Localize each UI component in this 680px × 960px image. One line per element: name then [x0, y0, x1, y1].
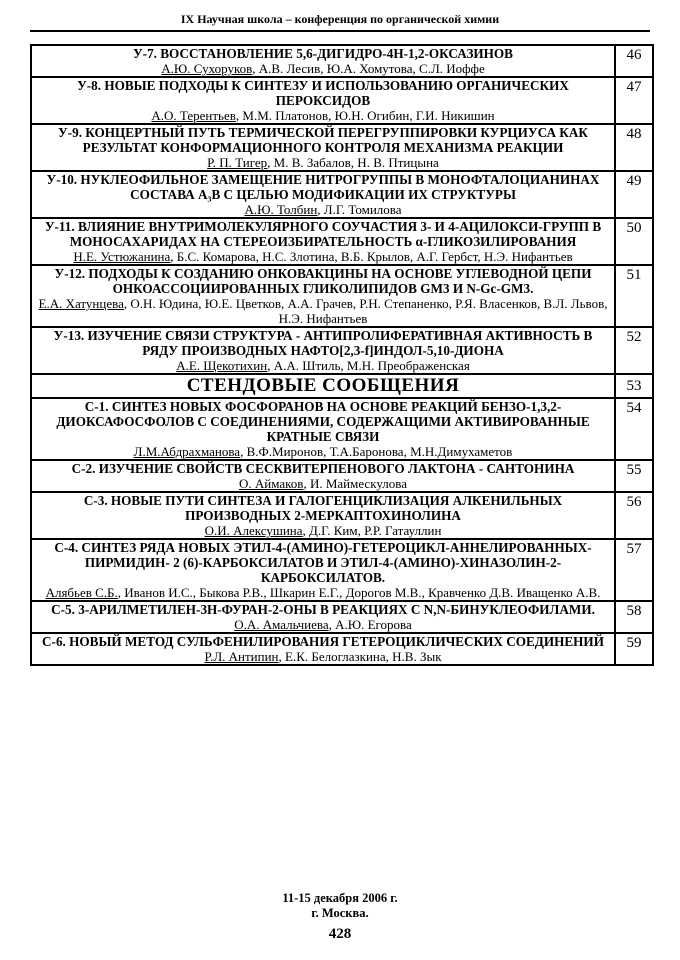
presenting-author: Н.Е. Устюжанина	[73, 249, 171, 264]
page-number-cell: 48	[615, 124, 653, 171]
co-authors: , Иванов И.С., Быкова Р.В., Шкарин Е.Г., Дорогов М.В., Кравченко Д.В. Иващенко А.В.	[117, 585, 601, 600]
page-number-cell: 46	[615, 45, 653, 77]
page-number-cell: 47	[615, 77, 653, 124]
co-authors: , А.А. Штиль, М.Н. Преображенская	[267, 358, 470, 373]
co-authors: , В.Ф.Миронов, Т.А.Баронова, М.Н.Димухаметов	[240, 444, 513, 459]
co-authors: , А.Ю. Егорова	[328, 617, 412, 632]
contents-table	[30, 44, 654, 666]
presenting-author: Е.А. Хатунцева	[38, 296, 124, 311]
presenting-author: А.Е. Щекотихин	[176, 358, 268, 373]
entry-cell	[31, 327, 615, 374]
entry-authors	[35, 585, 611, 600]
entry-cell	[31, 77, 615, 124]
page-number-cell: 53	[615, 374, 653, 398]
presenting-author: Л.М.Абдрахманова	[133, 444, 241, 459]
entry-cell	[31, 460, 615, 492]
entry-title: У-13. ИЗУЧЕНИЕ СВЯЗИ СТРУКТУРА - АНТИПРОЛИФЕРАТИВНАЯ АКТИВНОСТЬ В РЯДУ ПРОИЗВОДНЫХ НАФТО[2,3-f]ИНДОЛ-5,10-ДИОНА	[53, 328, 593, 358]
entry-title: У-9. КОНЦЕРТНЫЙ ПУТЬ ТЕРМИЧЕСКОЙ ПЕРЕГРУППИРОВКИ КУРЦИУСА КАК РЕЗУЛЬТАТ КОНФОРМАЦИОННОГО КОНТРОЛЯ МЕХАНИЗМА РЕАКЦИИ	[58, 125, 588, 155]
entry-title: У-12. ПОДХОДЫ К СОЗДАНИЮ ОНКОВАКЦИНЫ НА ОСНОВЕ УГЛЕВОДНОЙ ЦЕПИ ОНКОАССОЦИИРОВАННЫХ ГЛИКОЛИПИДОВ GM3 И N-Gc-GM3.	[54, 266, 592, 296]
contents-row	[31, 398, 653, 460]
entry-title: С-2. ИЗУЧЕНИЕ СВОЙСТВ СЕСКВИТЕРПЕНОВОГО ЛАКТОНА - САНТОНИНА	[71, 461, 575, 476]
contents-row	[31, 45, 653, 77]
page-number-cell: 50	[615, 218, 653, 265]
contents-row	[31, 492, 653, 539]
contents-row	[31, 171, 653, 218]
co-authors: , М.М. Платонов, Ю.Н. Огибин, Г.И. Никишин	[235, 108, 495, 123]
presenting-author: О.А. Амальчиева	[234, 617, 329, 632]
entry-authors	[35, 155, 611, 170]
contents-row	[31, 327, 653, 374]
entry-authors	[35, 249, 611, 264]
entry-cell	[31, 492, 615, 539]
entry-cell	[31, 171, 615, 218]
page-number-cell: 57	[615, 539, 653, 601]
presenting-author: А.О. Терентьев	[151, 108, 236, 123]
presenting-author: Р.Л. Антипин	[204, 649, 279, 664]
entry-title: У-11. ВЛИЯНИЕ ВНУТРИМОЛЕКУЛЯРНОГО СОУЧАСТИЯ 3- И 4-АЦИЛОКСИ-ГРУПП В МОНОСАХАРИДАХ НА СТЕРЕОИЗБИРАТЕЛЬНОСТЬ α-ГЛИКОЗИЛИРОВАНИЯ	[44, 219, 602, 249]
contents-row	[31, 460, 653, 492]
entry-title: С-5. 3-АРИЛМЕТИЛЕН-3Н-ФУРАН-2-ОНЫ В РЕАКЦИЯХ С N,N-БИНУКЛЕОФИЛАМИ.	[51, 602, 595, 617]
entry-cell	[31, 398, 615, 460]
entry-cell	[31, 539, 615, 601]
page-number-cell: 58	[615, 601, 653, 633]
page-number-cell: 49	[615, 171, 653, 218]
entry-cell	[31, 45, 615, 77]
contents-row	[31, 601, 653, 633]
entry-title: У-7. ВОССТАНОВЛЕНИЕ 5,6-ДИГИДРО-4Н-1,2-ОКСАЗИНОВ	[133, 46, 513, 61]
entry-cell	[31, 218, 615, 265]
entry-authors	[35, 476, 611, 491]
entry-title: С-1. СИНТЕЗ НОВЫХ ФОСФОРАНОВ НА ОСНОВЕ РЕАКЦИЙ БЕНЗО-1,3,2-ДИОКСАФОСФОЛОВ С СОЕДИНЕНИЯМИ, СОДЕРЖАЩИМИ АКТИВИРОВАННЫЕ КРАТНЫЕ СВЯЗИ	[56, 399, 590, 444]
co-authors: , Б.С. Комарова, Н.С. Злотина, В.Б. Крылов, А.Г. Гербст, Н.Э. Нифантьев	[170, 249, 573, 264]
running-header: IX Научная школа – конференция по органической химии	[180, 12, 500, 26]
conference-city: г. Москва.	[311, 906, 369, 920]
co-authors: , Д.Г. Ким, Р.Р. Гатауллин	[302, 523, 442, 538]
page-number-cell: 51	[615, 265, 653, 327]
presenting-author: А.Ю. Сухоруков	[161, 61, 253, 76]
page-number-cell: 54	[615, 398, 653, 460]
entry-cell	[31, 124, 615, 171]
entry-title: С-3. НОВЫЕ ПУТИ СИНТЕЗА И ГАЛОГЕНЦИКЛИЗАЦИЯ АЛКЕНИЛЬНЫХ ПРОИЗВОДНЫХ 2-МЕРКАПТОХИНОЛИНА	[83, 493, 563, 523]
presenting-author: О. Аймаков	[239, 476, 304, 491]
page-number-cell: 56	[615, 492, 653, 539]
entry-authors	[35, 61, 611, 76]
presenting-author: Алябьев С.Б.	[45, 585, 118, 600]
contents-row	[31, 124, 653, 171]
entry-authors	[35, 296, 611, 326]
entry-authors	[35, 108, 611, 123]
entry-authors	[35, 649, 611, 664]
entry-authors	[35, 523, 611, 538]
presenting-author: А.Ю. Толбин	[244, 202, 318, 217]
entry-authors	[35, 617, 611, 632]
page-number: 428	[328, 926, 352, 942]
entry-title: С-4. СИНТЕЗ РЯДА НОВЫХ ЭТИЛ-4-(АМИНО)-ГЕТЕРОЦИКЛ-АННЕЛИРОВАННЫХ-ПИРМИДИН- 2 (6)-КАРБОКСИЛАТОВ И ЭТИЛ-4-(АМИНО)-ХИНАЗОЛИН-2-КАРБОКСИЛАТОВ.	[54, 540, 592, 585]
co-authors: , М. В. Забалов, Н. В. Птицына	[267, 155, 439, 170]
header-rule	[30, 30, 650, 32]
co-authors: , И. Маймескулова	[303, 476, 407, 491]
entry-title: У-8. НОВЫЕ ПОДХОДЫ К СИНТЕЗУ И ИСПОЛЬЗОВАНИЮ ОРГАНИЧЕСКИХ ПЕРОКСИДОВ	[77, 78, 569, 108]
conference-dates: 11-15 декабря 2006 г.	[282, 891, 398, 905]
presenting-author: О.И. Алексушина	[204, 523, 303, 538]
presenting-author: Р. П. Тигер	[207, 155, 268, 170]
contents-row	[31, 218, 653, 265]
contents-row	[31, 633, 653, 665]
entry-cell	[31, 601, 615, 633]
entry-title: С-6. НОВЫЙ МЕТОД СУЛЬФЕНИЛИРОВАНИЯ ГЕТЕРОЦИКЛИЧЕСКИХ СОЕДИНЕНИЙ	[42, 634, 604, 649]
co-authors: , Е.К. Белоглазкина, Н.В. Зык	[278, 649, 442, 664]
page-number-cell: 55	[615, 460, 653, 492]
entry-authors	[35, 444, 611, 459]
entry-cell	[31, 633, 615, 665]
entry-title: У-10. НУКЛЕОФИЛЬНОЕ ЗАМЕЩЕНИЕ НИТРОГРУППЫ В МОНОФТАЛОЦИАНИНАХ СОСТАВА А₃В С ЦЕЛЬЮ МОДИФИКАЦИИ ИХ СТРУКТУРЫ	[46, 172, 600, 202]
page-number-cell: 52	[615, 327, 653, 374]
entry-authors	[35, 358, 611, 373]
contents-row	[31, 265, 653, 327]
contents-row	[31, 77, 653, 124]
entry-cell	[31, 265, 615, 327]
co-authors: , А.В. Лесив, Ю.А. Хомутова, С.Л. Иоффе	[252, 61, 485, 76]
co-authors: , Л.Г. Томилова	[317, 202, 402, 217]
section-title: СТЕНДОВЫЕ СООБЩЕНИЯ	[31, 374, 615, 398]
contents-row	[31, 539, 653, 601]
page-number-cell: 59	[615, 633, 653, 665]
entry-authors	[35, 202, 611, 217]
section-heading-row	[31, 374, 653, 398]
co-authors: , О.Н. Юдина, Ю.Е. Цветков, А.А. Грачев, Р.Н. Степаненко, Р.Я. Власенков, В.Л. Львов, Н.Э. Нифантьев	[123, 296, 608, 326]
